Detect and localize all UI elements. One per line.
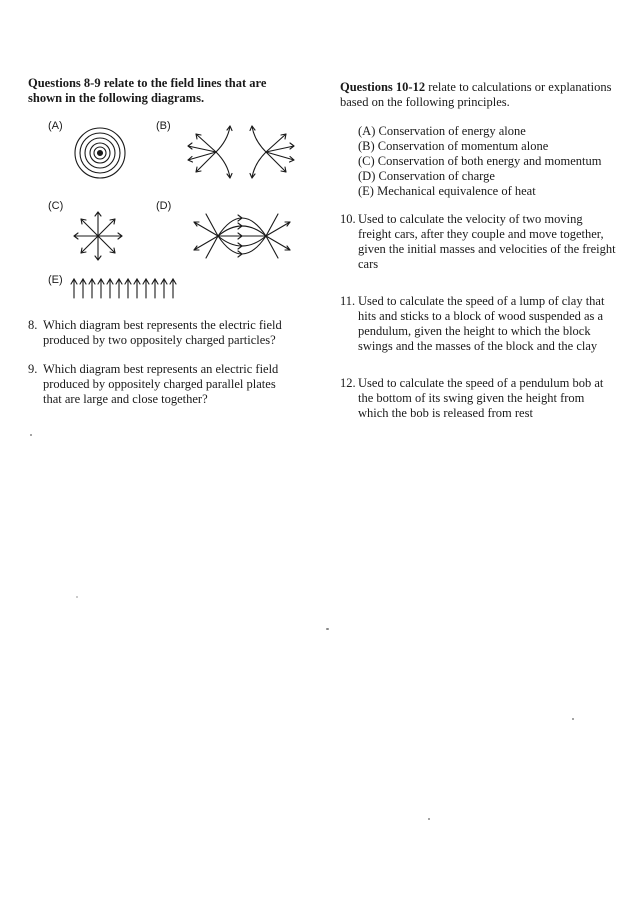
scan-speck — [572, 718, 574, 720]
diagram-d-dipole — [194, 214, 290, 258]
question-11-text: Used to calculate the speed of a lump of clay that hits and sticks to a block of wood suspended as a pendulum, given the height to which the block swings and the masses of the block and the clay — [358, 294, 605, 353]
diagram-a-label: (A) — [48, 120, 63, 132]
principle-e: (E) Mechanical equivalence of heat — [358, 184, 536, 198]
principles-list — [358, 124, 618, 199]
right-column — [340, 80, 618, 110]
diagram-e-label: (E) — [48, 274, 63, 286]
question-12-number: 12. — [340, 376, 356, 390]
scan-speck — [428, 818, 430, 820]
principle-d: (D) Conservation of charge — [358, 169, 495, 183]
question-10-text: Used to calculate the velocity of two moving freight cars, after they couple and move together, given the initial masses and velocities of the freight cars — [358, 212, 616, 271]
questions-8-9-heading: Questions 8-9 relate to the field lines that are shown in the following diagrams. — [28, 76, 267, 105]
questions-10-12-heading-rest: relate to calculations or explanations based on the following principles. — [340, 80, 612, 109]
left-column — [28, 76, 290, 106]
question-10 — [340, 212, 618, 272]
diagram-e-uniform-field — [71, 279, 176, 298]
scan-speck — [76, 596, 78, 598]
principle-c: (C) Conservation of both energy and momentum — [358, 154, 602, 168]
diagrams-svg — [28, 118, 308, 308]
diagram-c-label: (C) — [48, 200, 64, 212]
question-12 — [340, 376, 618, 421]
field-line-diagrams — [28, 118, 308, 308]
scan-speck — [326, 628, 329, 630]
question-8-text: Which diagram best represents the electric field produced by two oppositely charged particles? — [43, 318, 282, 347]
diagram-b-label: (B) — [156, 120, 171, 132]
principle-b: (B) Conservation of momentum alone — [358, 139, 549, 153]
diagram-a-concentric-circles — [75, 128, 125, 178]
questions-10-12-heading-bold: Questions 10-12 — [340, 80, 426, 94]
question-12-text: Used to calculate the speed of a pendulum bob at the bottom of its swing given the height from which the bob is released from rest — [358, 376, 604, 420]
question-9 — [28, 362, 290, 407]
diagram-d-label: (D) — [156, 200, 172, 212]
question-8 — [28, 318, 290, 348]
scan-speck — [30, 434, 32, 436]
question-10-number: 10. — [340, 212, 356, 226]
question-8-number: 8. — [28, 318, 38, 332]
question-9-number: 9. — [28, 362, 38, 376]
diagram-b-like-charges — [188, 126, 294, 178]
questions-10-12-heading — [340, 80, 618, 110]
question-11 — [340, 294, 618, 354]
principle-a: (A) Conservation of energy alone — [358, 124, 526, 138]
question-9-text: Which diagram best represents an electric field produced by oppositely charged parallel plates that are large and close together? — [43, 362, 279, 406]
question-11-number: 11. — [340, 294, 356, 308]
diagram-c-radial-charge — [74, 212, 122, 260]
